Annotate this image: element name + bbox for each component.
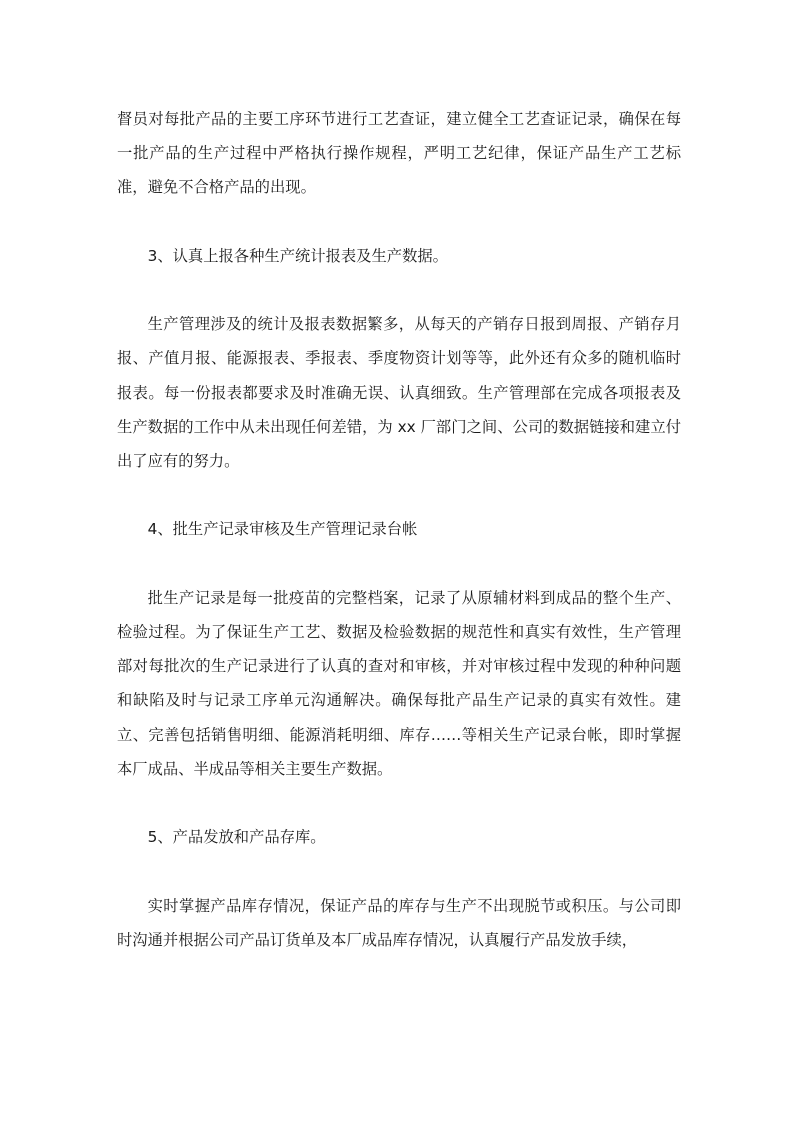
paragraph-continuation: 督员对每批产品的主要工序环节进行工艺查证，建立健全工艺查证记录，确保在每一批产品的生产过程中严格执行操作规程，严明工艺纪律，保证产品生产工艺标准，避免不合格产品的出现。 (117, 110, 681, 197)
section-heading-5: 5、产品发放和产品存库。 (147, 828, 326, 847)
document-body (117, 102, 681, 957)
paragraph-reporting: 生产管理涉及的统计及报表数据繁多，从每天的产销存日报到周报、产销存月报、产值月报、能源报表、季报表、季度物资计划等等，此外还有众多的随机临时报表。每一份报表都要求及时准确无误、认真细致。生产管理部在完成各项报表及生产数据的工作中从未出现任何差错，为 xx 厂部门之间、公司的数据链接和建立付出了应有的努力。 (117, 315, 681, 470)
paragraph-batch-records: 批生产记录是每一批疫苗的完整档案，记录了从原辅材料到成品的整个生产、检验过程。为了保证生产工艺、数据及检验数据的规范性和真实有效性，生产管理部对每批次的生产记录进行了认真的查对和审核，并对审核过程中发现的种种问题和缺陷及时与记录工序单元沟通解决。确保每批产品生产记录的真实有效性。建立、完善包括销售明细、能源消耗明细、库存……等相关生产记录台帐，即时掌握本厂成品、半成品等相关主要生产数据。 (117, 588, 681, 778)
section-heading-4: 4、批生产记录审核及生产管理记录台帐 (147, 520, 418, 539)
section-heading-3: 3、认真上报各种生产统计报表及生产数据。 (147, 246, 448, 265)
paragraph-inventory: 实时掌握产品库存情况，保证产品的库存与生产不出现脱节或积压。与公司即时沟通并根据公司产品订货单及本厂成品库存情况，认真履行产品发放手续， (117, 896, 681, 949)
